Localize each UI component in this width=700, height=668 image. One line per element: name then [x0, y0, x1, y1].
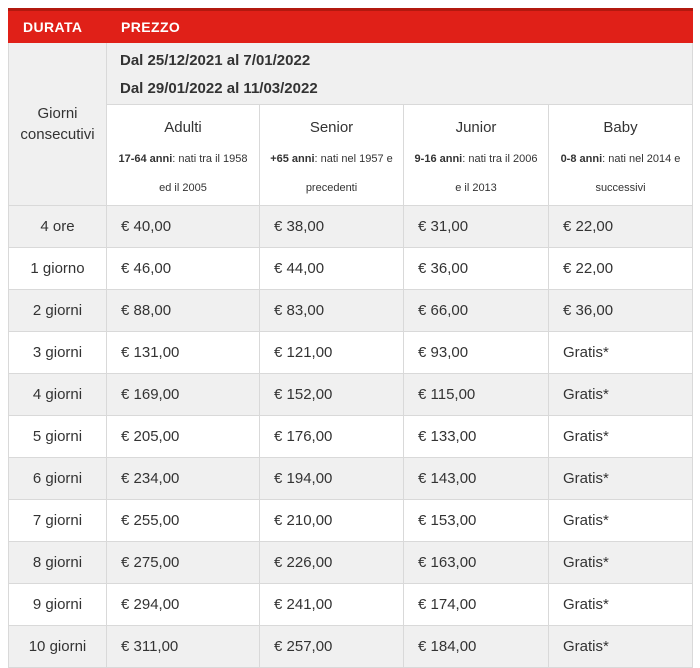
title-prezzo: PREZZO [107, 10, 693, 43]
price-cell-junior: € 184,00 [404, 626, 549, 668]
price-cell-baby: Gratis* [549, 416, 693, 458]
price-cell-junior: € 36,00 [404, 248, 549, 290]
table-row [9, 458, 693, 500]
table-row [9, 626, 693, 668]
price-cell-senior: € 83,00 [260, 290, 404, 332]
duration-cell: 9 giorni [9, 584, 107, 626]
duration-cell: 5 giorni [9, 416, 107, 458]
category-age-range: 17-64 anni [118, 153, 173, 165]
price-cell-adulti: € 234,00 [107, 458, 260, 500]
table-row [9, 500, 693, 542]
category-age-range: +65 anni [270, 153, 315, 165]
price-cell-junior: € 174,00 [404, 584, 549, 626]
price-cell-adulti: € 311,00 [107, 626, 260, 668]
price-cell-senior: € 44,00 [260, 248, 404, 290]
duration-cell: 7 giorni [9, 500, 107, 542]
title-durata: DURATA [9, 10, 107, 43]
price-cell-baby: Gratis* [549, 584, 693, 626]
price-cell-senior: € 241,00 [260, 584, 404, 626]
price-cell-senior: € 257,00 [260, 626, 404, 668]
duration-cell: 3 giorni [9, 332, 107, 374]
price-cell-baby: Gratis* [549, 626, 693, 668]
price-cell-junior: € 93,00 [404, 332, 549, 374]
price-cell-adulti: € 275,00 [107, 542, 260, 584]
price-cell-baby: € 22,00 [549, 248, 693, 290]
table-row [9, 332, 693, 374]
price-cell-senior: € 152,00 [260, 374, 404, 416]
price-cell-baby: Gratis* [549, 500, 693, 542]
price-cell-junior: € 115,00 [404, 374, 549, 416]
validity-period-cell [107, 43, 693, 105]
price-cell-adulti: € 294,00 [107, 584, 260, 626]
table-row [9, 416, 693, 458]
duration-cell: 4 ore [9, 206, 107, 248]
table-row [9, 374, 693, 416]
price-cell-senior: € 226,00 [260, 542, 404, 584]
category-name: Baby [603, 119, 638, 136]
price-cell-baby: € 22,00 [549, 206, 693, 248]
price-cell-senior: € 210,00 [260, 500, 404, 542]
period-line-1: Dal 25/12/2021 al 7/01/2022 [120, 51, 311, 69]
price-cell-junior: € 133,00 [404, 416, 549, 458]
table-row [9, 542, 693, 584]
category-name: Adulti [164, 119, 202, 136]
category-header-junior [404, 105, 549, 206]
price-cell-baby: Gratis* [549, 374, 693, 416]
price-cell-baby: Gratis* [549, 332, 693, 374]
category-age-note: : nati tra il 2006 e il 2013 [455, 153, 538, 194]
category-header-senior [260, 105, 404, 206]
table-row [9, 206, 693, 248]
category-header-adulti [107, 105, 260, 206]
price-cell-junior: € 143,00 [404, 458, 549, 500]
category-age-note: : nati nel 2014 e successivi [595, 153, 681, 194]
duration-cell: 6 giorni [9, 458, 107, 500]
duration-cell: 1 giorno [9, 248, 107, 290]
price-cell-adulti: € 88,00 [107, 290, 260, 332]
price-cell-adulti: € 40,00 [107, 206, 260, 248]
price-cell-junior: € 66,00 [404, 290, 549, 332]
category-age-note: : nati tra il 1958 ed il 2005 [159, 153, 248, 194]
category-description [412, 145, 540, 203]
category-description [557, 145, 684, 203]
category-header-row [9, 105, 693, 206]
duration-cell: 2 giorni [9, 290, 107, 332]
price-cell-adulti: € 169,00 [107, 374, 260, 416]
duration-column-header: Giorni consecutivi [9, 43, 107, 206]
price-cell-adulti: € 205,00 [107, 416, 260, 458]
category-age-note: : nati nel 1957 e precedenti [305, 153, 393, 194]
table-row [9, 584, 693, 626]
category-name: Senior [309, 119, 354, 136]
period-row [9, 43, 693, 105]
category-age-range: 9-16 anni [414, 153, 463, 165]
price-cell-senior: € 194,00 [260, 458, 404, 500]
price-cell-adulti: € 131,00 [107, 332, 260, 374]
category-description [268, 145, 395, 203]
duration-cell: 8 giorni [9, 542, 107, 584]
price-cell-adulti: € 46,00 [107, 248, 260, 290]
price-cell-senior: € 176,00 [260, 416, 404, 458]
price-cell-senior: € 38,00 [260, 206, 404, 248]
category-header-baby [549, 105, 693, 206]
duration-cell: 10 giorni [9, 626, 107, 668]
table-row [9, 290, 693, 332]
price-cell-junior: € 163,00 [404, 542, 549, 584]
period-line-2: Dal 29/01/2022 al 11/03/2022 [120, 79, 318, 97]
price-cell-baby: € 36,00 [549, 290, 693, 332]
category-name: Junior [455, 119, 497, 136]
table-row [9, 248, 693, 290]
category-description [115, 145, 251, 203]
price-cell-baby: Gratis* [549, 542, 693, 584]
price-cell-adulti: € 255,00 [107, 500, 260, 542]
price-cell-baby: Gratis* [549, 458, 693, 500]
category-age-range: 0-8 anni [560, 153, 603, 165]
price-cell-senior: € 121,00 [260, 332, 404, 374]
title-bar-row [9, 10, 693, 43]
duration-cell: 4 giorni [9, 374, 107, 416]
price-table [8, 8, 693, 668]
price-cell-junior: € 31,00 [404, 206, 549, 248]
price-cell-junior: € 153,00 [404, 500, 549, 542]
